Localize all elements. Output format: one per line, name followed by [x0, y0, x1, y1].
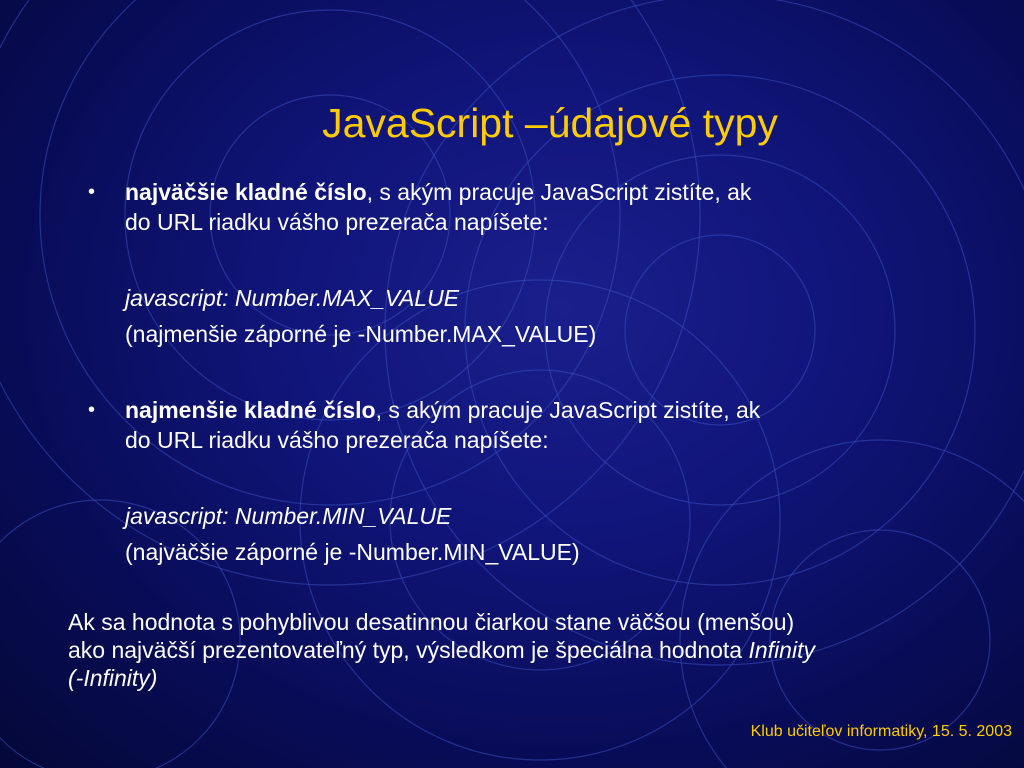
bullet-2-rest: , s akým pracuje JavaScript zistíte, ak: [375, 397, 761, 423]
paragraph-line-3: (-Infinity): [68, 665, 158, 691]
bullet-2-term: najmenšie kladné číslo: [125, 397, 376, 423]
bullet-2-code: javascript: Number.MIN_VALUE: [125, 503, 452, 529]
bullet-1-term: najväčšie kladné číslo: [125, 179, 367, 205]
bullet-1-rest: , s akým pracuje JavaScript zistíte, ak: [366, 179, 752, 205]
infinity-term: Infinity: [748, 637, 815, 663]
bullet-1-code: javascript: Number.MAX_VALUE: [125, 285, 460, 311]
bullet-dot: •: [88, 181, 96, 203]
bullet-2-note: (najväčšie záporné je -Number.MIN_VALUE): [125, 539, 580, 565]
bullet-1-note: (najmenšie záporné je -Number.MAX_VALUE): [125, 321, 597, 347]
bullet-2-line-2: do URL riadku vášho prezerača napíšete:: [125, 427, 549, 453]
bullet-2-line-1: [125, 396, 760, 424]
paragraph-line-2: [68, 636, 815, 664]
slide-title: JavaScript –údajové typy: [322, 100, 778, 146]
bullet-dot: •: [88, 399, 96, 421]
slide-footer: Klub učiteľov informatiky, 15. 5. 2003: [750, 723, 1012, 740]
bullet-1-line-1: [125, 178, 751, 206]
paragraph-line-2-text: ako najväčší prezentovateľný typ, výsledkom je špeciálna hodnota: [68, 637, 749, 663]
bullet-1-line-2: do URL riadku vášho prezerača napíšete:: [125, 209, 549, 235]
paragraph-line-1: Ak sa hodnota s pohyblivou desatinnou čiarkou stane väčšou (menšou): [68, 609, 795, 635]
